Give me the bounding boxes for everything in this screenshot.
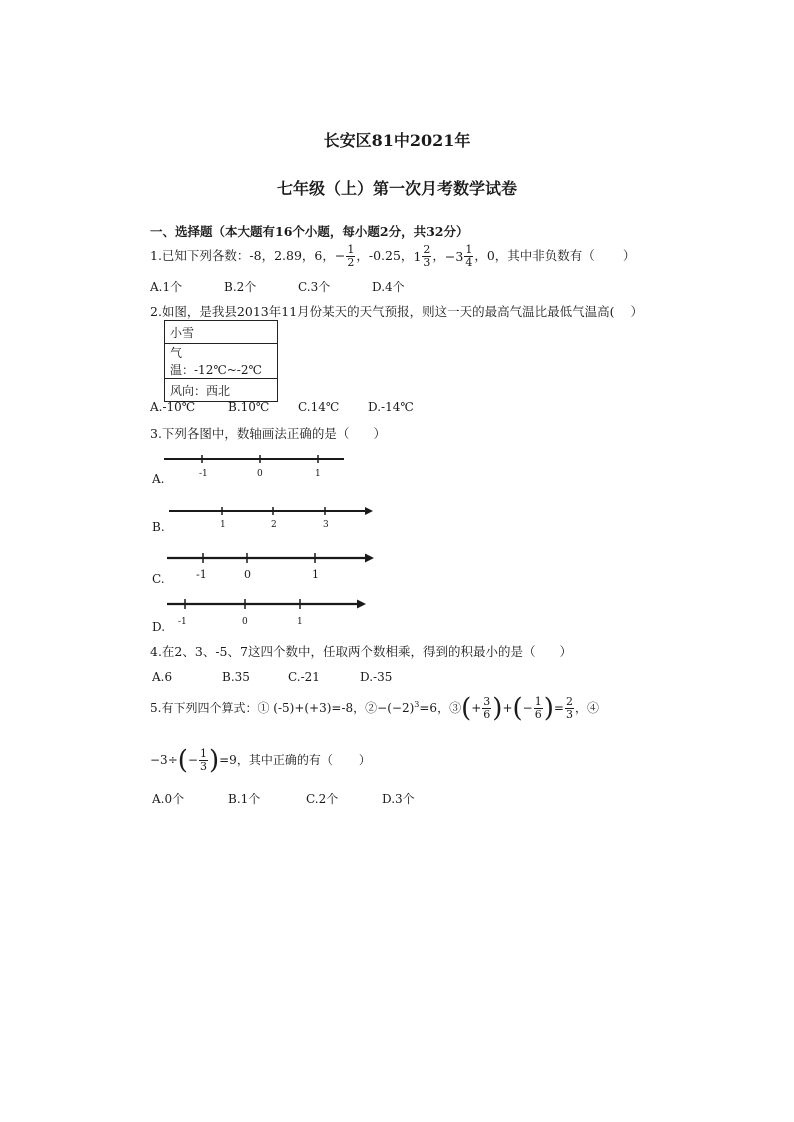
q4-option-c: C.-21 [288,670,320,684]
weather-condition: 小雪 [165,321,278,344]
q1-option-b: B.2个 [224,280,257,294]
q3-axis-b [165,502,380,532]
q2-option-d: D.-14℃ [368,400,414,414]
q4-option-a: A.6 [152,670,173,684]
q3-axis-b-tick-1: 1 [220,520,226,530]
q3-axis-c-tick-1: -1 [196,568,207,581]
q1-prefix: 1.已知下列各数：-8，2.89，6， [150,248,335,263]
q4-option-d: D.-35 [360,670,393,684]
q5-option-b: B.1个 [228,792,261,806]
q1-frac1: − $\frac{1}{2}$ [334,243,355,269]
q3-axis-a-tick-3: 1 [315,469,321,479]
question-5-line-2: −3÷(− $\frac{1}{3}$ )=9，其中正确的有（ ） [150,745,371,776]
q3-axis-d-tick-1: -1 [178,617,187,627]
q2-option-b: B.10℃ [228,400,270,414]
question-5: 5.有下列四个算式：① (-5)+(+3)=-8，$②-(-2)^3=6$，③(+ $\frac{3}{6}$ )+(− $\frac{1}{6}$ )= $\frac{2}{3}$ ，④ [150,693,599,724]
exam-title-line2: 七年级（上）第一次月考数学试卷 [276,179,517,198]
q3-axis-d [163,596,373,628]
section-heading: 一、选择题（本大题有16个小题，每小题2分，共32分） [150,224,469,239]
q3-axis-c-label: C. [152,572,165,586]
q3-axis-c-tick-2: 0 [244,568,251,581]
q5-option-d: D.3个 [382,792,415,806]
q1-option-d: D.4个 [372,280,405,294]
q1-option-c: C.3个 [298,280,331,294]
q2-option-c: C.14℃ [298,400,340,414]
weather-temperature: 气温：-12℃~-2℃ [165,344,278,379]
q3-axis-d-label: D. [152,620,166,634]
q3-axis-b-tick-2: 2 [271,520,277,530]
question-4: 4.在2、3、-5、7这四个数中，任取两个数相乘，得到的积最小的是（ ） [150,644,572,659]
exam-title-line1: 长安区81中2021年 [323,131,471,150]
q4-option-b: B.35 [222,670,250,684]
q1-mixed1: 1 $\frac{2}{3}$ [413,243,431,269]
q3-axis-a-tick-1: -1 [199,469,208,479]
q3-axis-c [163,550,378,582]
q3-axis-d-tick-2: 0 [242,617,248,627]
q3-axis-d-tick-3: 1 [297,617,303,627]
q1-mixed2: −3 $\frac{1}{4}$ [444,243,473,269]
q3-axis-b-label: B. [152,520,165,534]
q5-option-c: C.2个 [306,792,339,806]
weather-wind: 风向：西北 [165,379,278,402]
q3-axis-b-tick-3: 3 [323,520,329,530]
q1-option-a: A.1个 [150,280,183,294]
question-1: 1.已知下列各数：-8，2.89，6，− $\frac{1}{2}$ ，-0.25， 1 $\frac{2}{3}$ ， −3 $\frac{1}{4}$ ，0，其中非负数有（ ） [150,243,636,269]
question-2: 2.如图，是我县2013年11月份某天的天气预报，则这一天的最高气温比最低气温高( ） [150,304,644,319]
q5-expr-2: $-(-2)^3$ [377,700,420,715]
q3-axis-a-tick-2: 0 [257,469,263,479]
q3-axis-a-label: A. [152,472,165,486]
q3-axis-a [160,450,360,480]
question-3: 3.下列各图中，数轴画法正确的是（ ） [150,426,386,441]
weather-forecast-table [164,320,278,402]
q2-option-a: A.-10℃ [150,400,196,414]
q3-axis-c-tick-3: 1 [312,568,319,581]
q5-option-a: A.0个 [152,792,185,806]
